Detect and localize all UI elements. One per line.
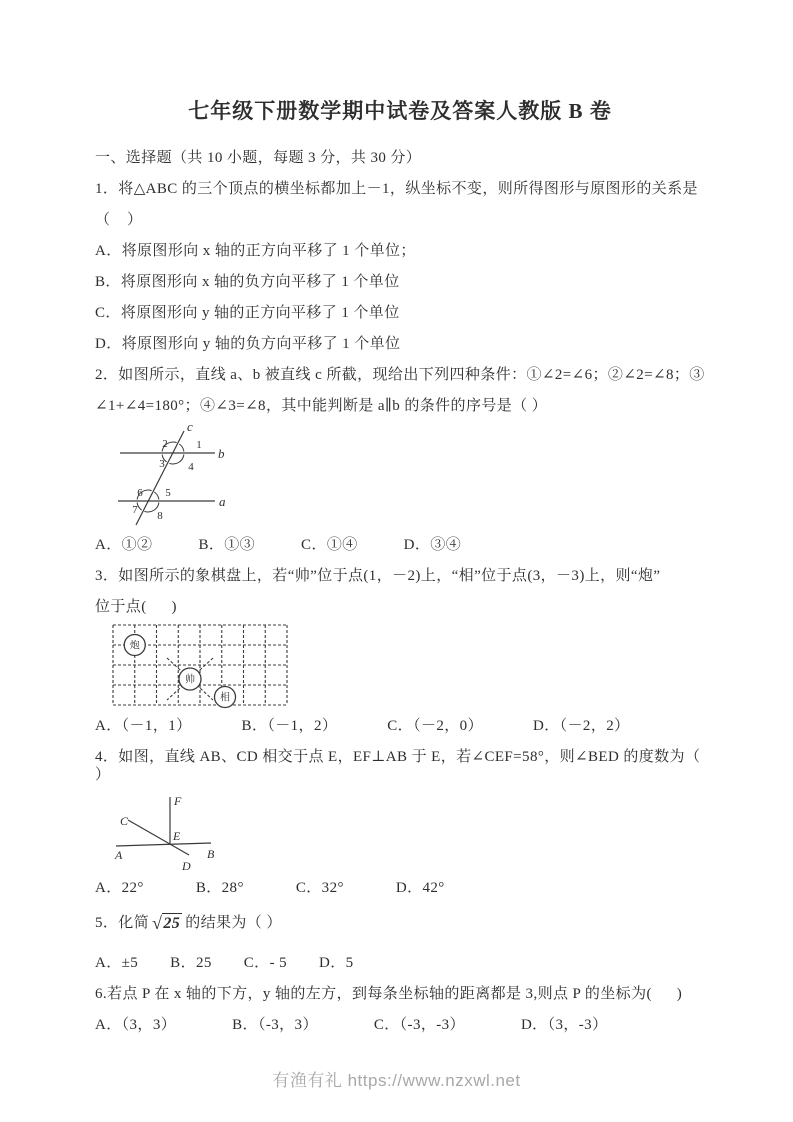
question-4 [95, 748, 717, 897]
question-6-options [95, 1016, 705, 1034]
question-3-text-line-1: 3．如图所示的象棋盘上，若“帅”位于点(1，－2)上，“相”位于点(3，－3)上，则“炮” [95, 568, 661, 584]
figure-parallel-lines [105, 420, 345, 535]
question-5-text [95, 910, 705, 936]
question-6-option-b: B．（-3，3） [232, 1017, 318, 1033]
question-5-option-b: B．25 [170, 955, 212, 971]
label-a: A [115, 848, 123, 862]
question-1-option-c: C．将原图形向 y 轴的正方向平移了 1 个单位 [95, 305, 400, 321]
question-1-answer-blank: （ ） [95, 212, 143, 228]
page-footer [0, 1066, 793, 1091]
angle-4-label: 4 [188, 461, 194, 473]
label-c: C [120, 814, 129, 828]
question-6 [95, 985, 705, 1034]
question-3-option-a: A．（－1，1） [95, 718, 192, 734]
question-5-option-c: C．- 5 [243, 955, 288, 971]
angle-2-label: 2 [162, 438, 168, 450]
question-5-prefix: 5．化简 [95, 915, 150, 931]
question-2-option-c: C．①④ [301, 537, 358, 553]
angle-5-label: 5 [165, 487, 171, 499]
question-4-option-d: D．42° [395, 880, 445, 896]
question-5-suffix: 的结果为（ ） [185, 915, 282, 931]
angle-6-label: 6 [137, 487, 143, 499]
label-d: D [182, 859, 191, 873]
section-heading: 一、选择题（共 10 小题，每题 3 分，共 30 分） [95, 150, 422, 166]
question-4-options [95, 879, 705, 897]
radical-sign: √ [152, 913, 163, 933]
question-4-option-c: C．32° [295, 880, 344, 896]
piece-shuai-label: 帅 [185, 674, 195, 686]
question-2-text-line-1: 2．如图所示，直线 a、b 被直线 c 所截，现给出下列四种条件：①∠2=∠6；②∠2=∠8；③ [95, 367, 705, 383]
question-1-option-a: A．将原图形向 x 轴的正方向平移了 1 个单位； [95, 243, 416, 259]
question-6-option-d: D．（3，-3） [520, 1017, 608, 1033]
question-3-option-d: D．（－2，2） [532, 718, 630, 734]
label-b: B [207, 847, 215, 861]
line-ab [116, 843, 211, 846]
question-2-option-a: A．①② [95, 537, 153, 553]
question-5 [95, 910, 705, 972]
question-3-options [95, 717, 705, 735]
question-6-option-a: A．（3，3） [95, 1017, 177, 1033]
question-6-text: 6.若点 P 在 x 轴的下方，y 轴的左方，到每条坐标轴的距离都是 3,则点 P 的坐标为( ) [95, 986, 683, 1002]
label-e: E [173, 829, 181, 843]
question-5-options [95, 954, 705, 972]
angle-8-label: 8 [157, 510, 163, 522]
label-a: a [219, 494, 226, 509]
question-2-text-line-2: ∠1+∠4=180°；④∠3=∠8，其中能判断是 a∥b 的条件的序号是（ ） [95, 398, 548, 414]
label-b: b [218, 446, 225, 461]
question-3-option-b: B．（－1，2） [241, 718, 338, 734]
angle-1-label: 1 [196, 439, 202, 451]
question-1-option-d: D．将原图形向 y 轴的负方向平移了 1 个单位 [95, 336, 401, 352]
question-3-text-line-2: 位于点( ) [95, 599, 177, 615]
question-2-options [95, 536, 705, 554]
question-1-text: 1．将△ABC 的三个顶点的横坐标都加上－1，纵坐标不变，则所得图形与原图形的关系是 [95, 181, 698, 197]
angle-3-label: 3 [159, 458, 165, 470]
question-2 [95, 366, 705, 554]
label-c: c [187, 420, 193, 434]
question-4-text: 4．如图，直线 AB、CD 相交于点 E，EF⊥AB 于 E，若∠CEF=58°，则∠BED 的度数为（ ） [95, 749, 717, 783]
piece-xiang-label: 相 [220, 692, 230, 704]
question-2-option-d: D．③④ [403, 537, 462, 553]
figure-intersecting-lines [108, 789, 243, 877]
piece-pao-label: 炮 [129, 640, 140, 652]
question-4-option-a: A．22° [95, 880, 144, 896]
footer-watermark: 有渔有礼 https://www.nzxwl.net [272, 1071, 521, 1090]
square-root-expression [152, 913, 182, 933]
question-5-option-a: A．±5 [95, 955, 139, 971]
question-1 [95, 180, 705, 353]
question-1-option-b: B．将原图形向 x 轴的负方向平移了 1 个单位 [95, 274, 400, 290]
question-4-option-b: B．28° [195, 880, 244, 896]
label-f: F [174, 794, 182, 808]
question-3-option-c: C．（－2，0） [387, 718, 483, 734]
question-5-option-d: D．5 [319, 955, 354, 971]
figure-chessboard [110, 621, 295, 711]
question-2-option-b: B．①③ [198, 537, 256, 553]
question-6-option-c: C．（-3，-3） [373, 1017, 465, 1033]
question-3 [95, 567, 705, 735]
radicand: 25 [163, 915, 181, 932]
angle-7-label: 7 [132, 504, 138, 516]
page-title: 七年级下册数学期中试卷及答案人教版 B 卷 [188, 99, 612, 123]
